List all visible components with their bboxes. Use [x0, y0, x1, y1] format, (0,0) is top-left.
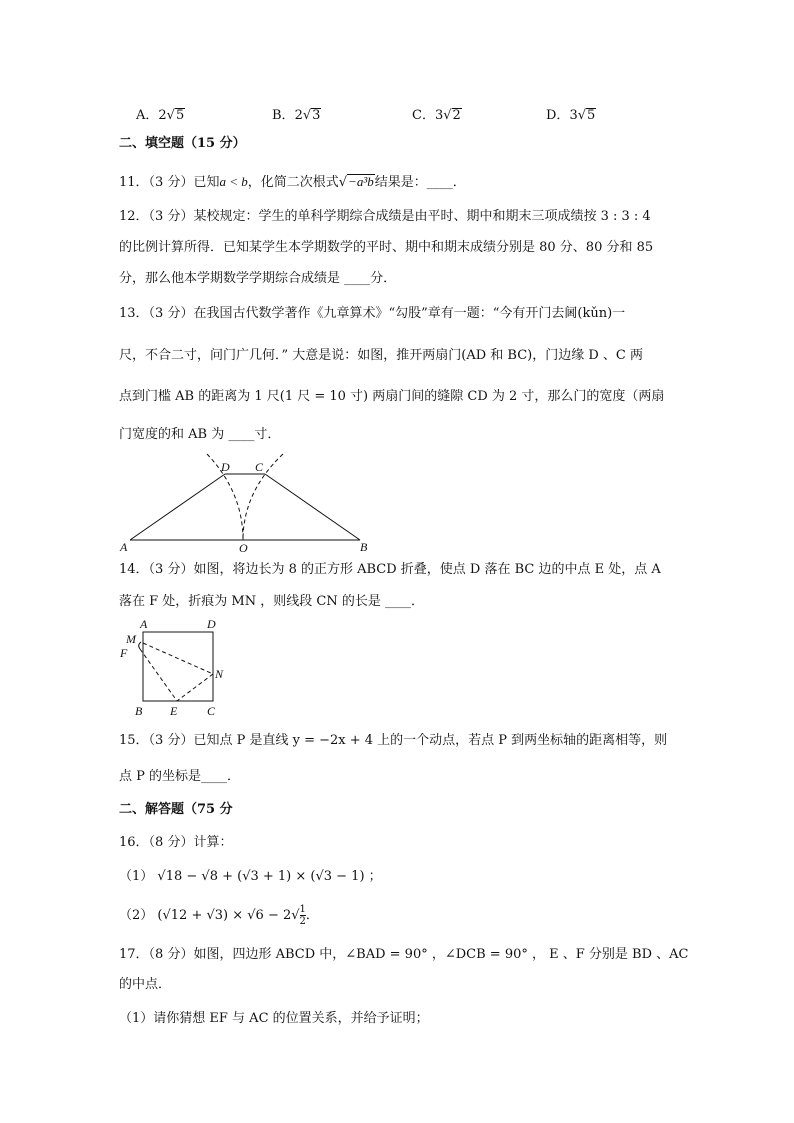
q11-condition: a < b: [219, 174, 248, 189]
label-n: N: [215, 667, 224, 681]
question-16-title: 16．（8 分）计算：: [119, 835, 233, 850]
option-d: D．3√5: [546, 108, 596, 123]
option-radicand: 5: [175, 108, 185, 123]
label-a: A: [120, 540, 128, 554]
section-title-answer: 二、解答题（75 分: [119, 802, 233, 817]
label-a: A: [140, 617, 148, 631]
door-edge-bc: [265, 474, 360, 540]
option-coef: 2: [294, 108, 303, 123]
option-a: A．2√5: [136, 108, 185, 123]
figure-door-diagram: [115, 452, 380, 557]
line-fe: [140, 649, 177, 701]
arc-fm: [139, 642, 141, 649]
fold-mn: [143, 643, 213, 674]
part-expression: √18 − √8 + (√3 + 1) × (√3 − 1) ；: [157, 869, 382, 884]
question-11: 11．（3 分）已知a < b，化简二次根式√−a³b结果是：____．: [119, 174, 466, 190]
question-13-line-4: 门宽度的和 AB 为 ____寸．: [119, 427, 281, 442]
part-label: （1）: [119, 869, 154, 884]
square-abcd: [143, 632, 213, 701]
q11-suffix: 结果是：____．: [374, 175, 466, 190]
section-title-fill-blank: 二、填空题（15 分）: [119, 136, 246, 151]
option-radicand: 5: [587, 108, 596, 123]
question-15-line-1: 15．（3 分）已知点 P 是直线 y = −2x + 4 上的一个动点，若点 P 到两坐标轴的距离相等，则: [119, 733, 668, 748]
label-d: D: [207, 617, 216, 631]
option-letter: B．: [272, 108, 295, 123]
question-14-line-1: 14．（3 分）如图，将边长为 8 的正方形 ABCD 折叠，使点 D 落在 BC 边的中点 E 处，点 A: [119, 562, 661, 577]
option-letter: D．: [546, 108, 570, 123]
label-m: M: [126, 632, 136, 646]
question-12-line-2: 的比例计算所得．已知某学生本学期数学的平时、期中和期末成绩分别是 80 分、80 分和 85: [119, 240, 654, 255]
q11-prefix: 11．（3 分）已知: [119, 175, 220, 190]
label-e: E: [170, 704, 178, 718]
option-b: B．2√3: [272, 108, 321, 123]
question-13-line-2: 尺，不合二寸，问门广几何．” 大意是说：如图，推开两扇门(AD 和 BC)，门边缘 D 、C 两: [119, 348, 644, 363]
part-label: （2）: [119, 908, 154, 923]
option-coef: 3: [569, 108, 578, 123]
question-17-line-1: 17．（8 分）如图，四边形 ABCD 中，∠BAD = 90° ，∠DCB = 90° ， E 、F 分别是 BD 、AC: [119, 947, 689, 962]
fraction-denominator: 2: [299, 916, 306, 927]
part-expression: (√12 + √3) × √6 − 2: [157, 908, 292, 923]
label-f: F: [120, 646, 128, 660]
question-14-line-2: 落在 F 处，折痕为 MN ，则线段 CN 的长是 ____．: [119, 594, 424, 609]
question-17-line-2: 的中点．: [119, 977, 172, 992]
label-c: C: [255, 460, 264, 474]
question-15-line-2: 点 P 的坐标是____．: [119, 769, 241, 784]
option-coef: 2: [158, 108, 167, 123]
part-end: ．: [305, 908, 319, 923]
option-c: C．3√2: [412, 108, 461, 123]
question-13-line-1: 13．（3 分）在我国古代数学著作《九章算术》“勾股”章有一题：“今有开门去阃(kǔn)一: [119, 306, 626, 321]
line-ne: [177, 674, 213, 701]
question-12-line-1: 12．（3 分）某校规定：学生的单科学期综合成绩是由平时、期中和期末三项成绩按 3 : 3 : 4: [119, 209, 651, 224]
question-12-line-3: 分，那么他本学期数学学期综合成绩是 ____分．: [119, 271, 397, 286]
label-o: O: [239, 541, 248, 555]
label-b: B: [360, 540, 368, 554]
option-radicand: 3: [312, 108, 321, 123]
label-d: D: [221, 460, 230, 474]
option-radicand: 2: [452, 108, 461, 123]
question-16-part-2: （2） (√12 + √3) × √6 − 2√ $\frac{1}{2}$ ．: [119, 904, 319, 927]
option-letter: C．: [412, 108, 435, 123]
door-edge-ad: [130, 474, 225, 540]
label-c: C: [207, 704, 216, 718]
option-letter: A．: [136, 108, 159, 123]
q11-mid: ，化简二次根式: [247, 175, 339, 190]
option-coef: 3: [434, 108, 444, 123]
label-b: B: [135, 704, 143, 718]
question-16-part-1: [119, 868, 382, 886]
figure-folded-square: [115, 615, 235, 720]
question-17-line-3: （1）请你猜想 EF 与 AC 的位置关系，并给予证明；: [119, 1011, 429, 1026]
question-13-line-3: 点到门槛 AB 的距离为 1 尺(1 尺 = 10 寸) 两扇门间的缝隙 CD 为 2 寸，那么门的宽度（两扇: [119, 389, 665, 404]
fraction-numerator: 1: [299, 904, 306, 915]
q11-radicand: −a³b: [348, 174, 374, 189]
